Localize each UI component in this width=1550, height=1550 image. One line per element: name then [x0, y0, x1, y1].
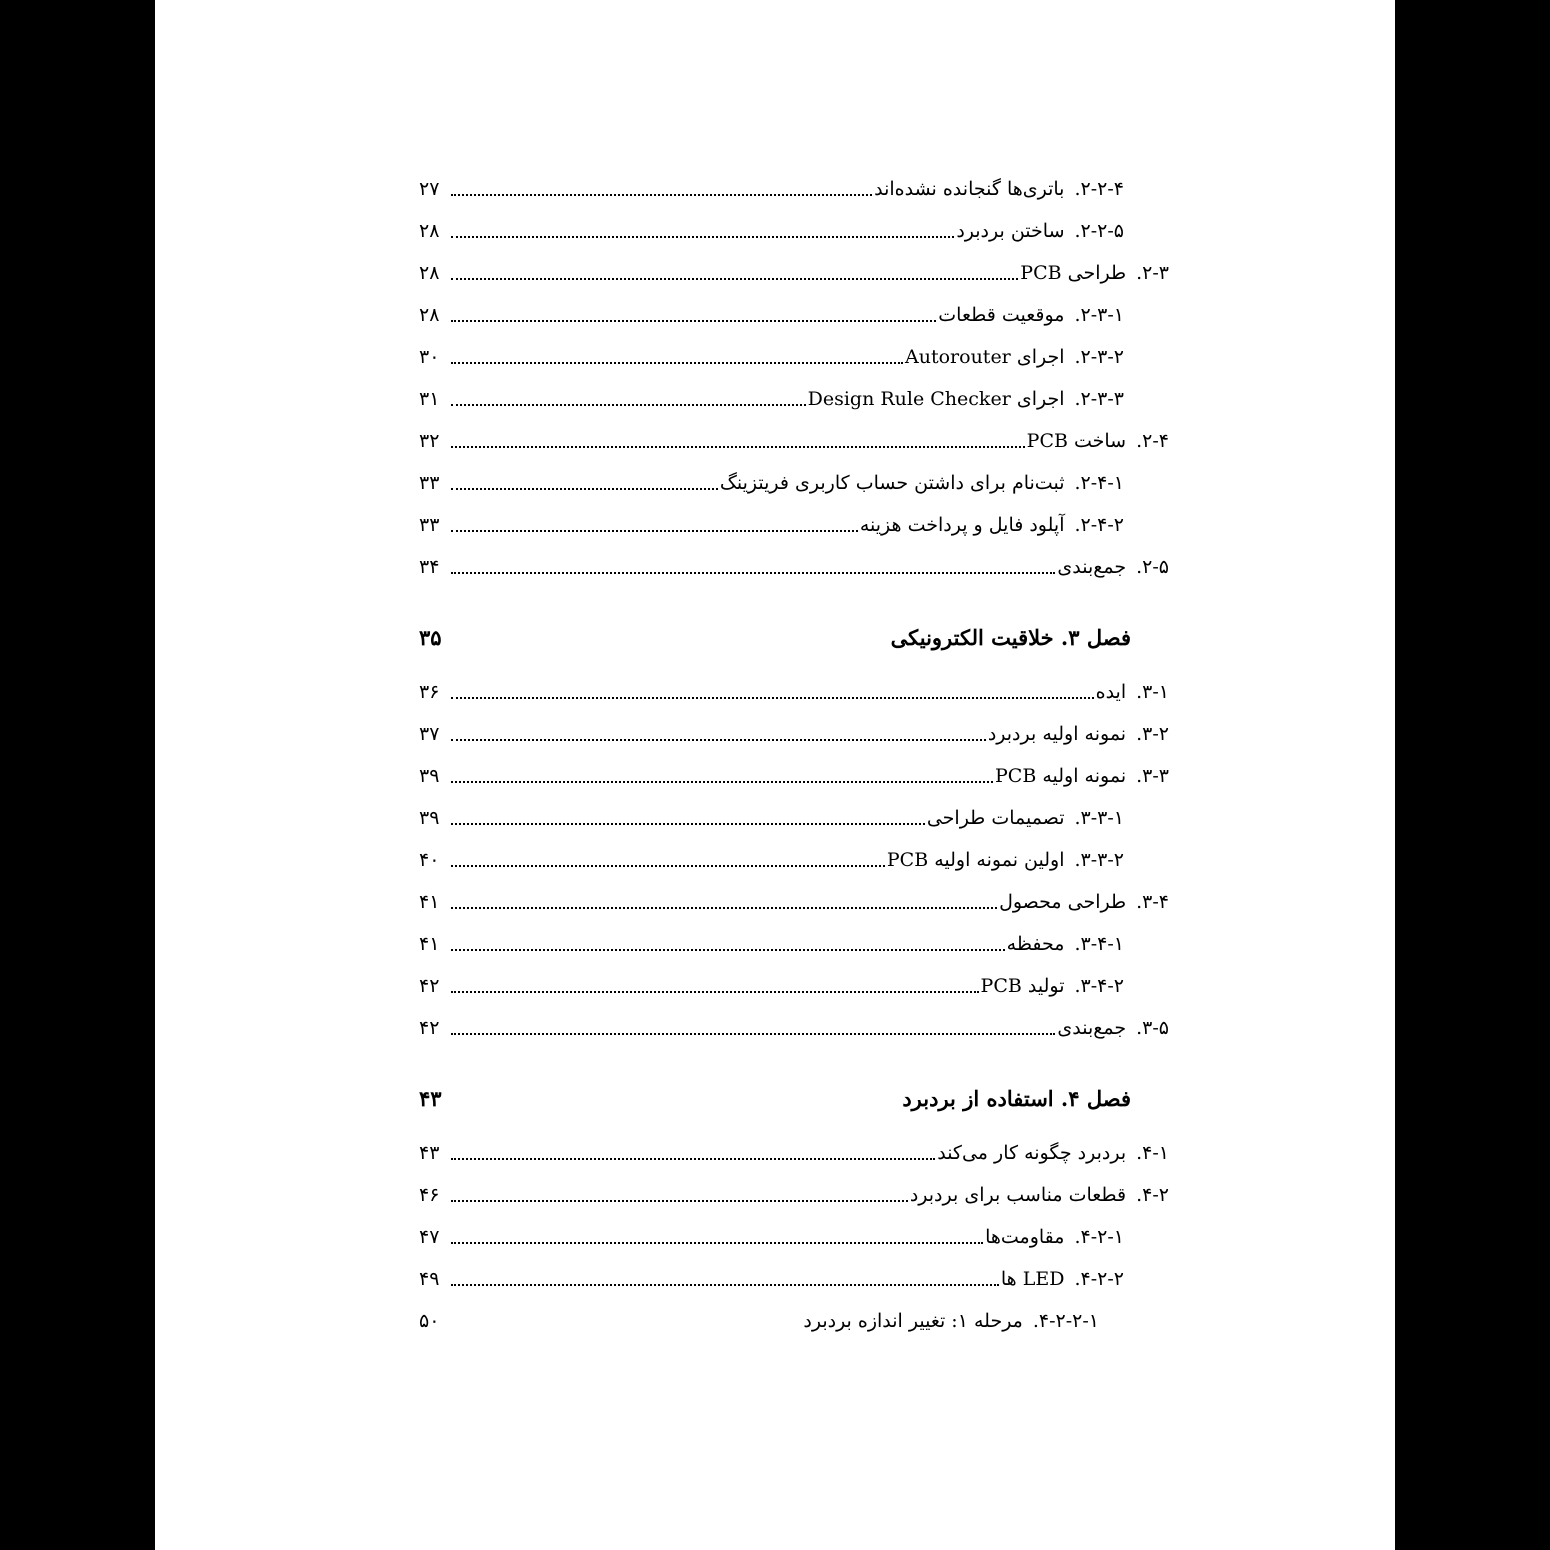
leader-dots	[451, 572, 1055, 574]
toc-entry[interactable]	[419, 1177, 1169, 1213]
section-number: ۲-۲-۵.	[1074, 220, 1124, 242]
toc-entry[interactable]	[419, 423, 1169, 459]
page-number: ۲۷	[419, 178, 440, 200]
section-number: ۳-۳-۲.	[1074, 849, 1124, 871]
page-number: ۴۷	[419, 1226, 440, 1248]
entry-title: جمع‌بندی	[1057, 1017, 1127, 1039]
leader-dots	[451, 1033, 1055, 1035]
page-number: ۴۱	[419, 933, 440, 955]
leader-dots	[451, 1158, 935, 1160]
section-number: ۳-۴-۲.	[1074, 975, 1124, 997]
chapter-heading[interactable]	[419, 617, 1131, 657]
section-number: ۴-۲-۱.	[1074, 1226, 1124, 1248]
page-number: ۳۲	[419, 430, 440, 452]
page-number: ۴۰	[419, 849, 440, 871]
chapter-heading[interactable]	[419, 1078, 1131, 1118]
toc-entry[interactable]	[419, 1135, 1169, 1171]
toc-entry[interactable]	[419, 968, 1124, 1004]
toc-entry[interactable]	[419, 171, 1124, 207]
page-number: ۴۹	[419, 1268, 440, 1290]
page-number: ۴۲	[419, 975, 440, 997]
page-number: ۲۸	[419, 220, 440, 242]
leader-dots	[451, 194, 872, 196]
toc-entry[interactable]	[419, 716, 1169, 752]
section-number: ۴-۲.	[1136, 1184, 1169, 1206]
entry-title: ساخت PCB	[1026, 430, 1127, 452]
page-number: ۳۹	[419, 765, 440, 787]
toc-entry[interactable]	[419, 297, 1124, 333]
entry-title: اولین نمونه اولیه PCB	[886, 849, 1065, 871]
section-number: ۴-۲-۲-۱.	[1032, 1310, 1099, 1332]
toc-entry[interactable]	[419, 465, 1124, 501]
toc-entry[interactable]	[419, 758, 1169, 794]
section-number: ۳-۳-۱.	[1074, 807, 1124, 829]
toc-entry[interactable]	[419, 1010, 1169, 1046]
entry-title: نمونه اولیه بردبرد	[987, 723, 1127, 745]
leader-dots	[451, 865, 885, 867]
entry-title: مقاومت‌ها	[985, 1226, 1065, 1248]
entry-title: تصمیمات طراحی	[926, 807, 1065, 829]
page-number: ۳۰	[419, 346, 440, 368]
leader-dots	[451, 781, 993, 783]
document-page	[155, 0, 1395, 1550]
section-number: ۳-۴.	[1136, 891, 1169, 913]
section-number: ۲-۳-۲.	[1074, 346, 1124, 368]
toc-entry[interactable]	[419, 1261, 1124, 1297]
toc-entry[interactable]	[419, 339, 1124, 375]
section-number: ۲-۴-۱.	[1074, 472, 1124, 494]
leader-dots	[451, 991, 979, 993]
leader-dots	[451, 488, 718, 490]
page-number: ۳۹	[419, 807, 440, 829]
section-number: ۴-۲-۲.	[1074, 1268, 1124, 1290]
leader-dots	[451, 1242, 983, 1244]
entry-title: اجرای Design Rule Checker	[807, 388, 1065, 410]
page-number: ۴۱	[419, 891, 440, 913]
page-number: ۴۶	[419, 1184, 440, 1206]
page-number: ۳۴	[419, 556, 440, 578]
chapter-title: فصل ۳. خلاقیت الکترونیکی	[890, 624, 1131, 650]
leader-dots	[451, 320, 936, 322]
section-number: ۲-۳-۱.	[1074, 304, 1124, 326]
leader-dots	[451, 404, 806, 406]
entry-title: باتری‌ها گنجانده نشده‌اند	[874, 178, 1065, 200]
leader-dots	[451, 739, 986, 741]
entry-title: بردبرد چگونه کار می‌کند	[937, 1142, 1127, 1164]
toc-entry[interactable]	[419, 549, 1169, 585]
leader-dots	[451, 530, 858, 532]
toc-entry[interactable]	[419, 842, 1124, 878]
section-number: ۲-۳.	[1136, 262, 1169, 284]
toc-entry[interactable]	[419, 507, 1124, 543]
entry-title: موقعیت قطعات	[938, 304, 1065, 326]
toc-entry[interactable]	[419, 381, 1124, 417]
chapter-title: فصل ۴. استفاده از بردبرد	[902, 1085, 1131, 1111]
entry-title: قطعات مناسب برای بردبرد	[909, 1184, 1127, 1206]
leader-dots	[451, 697, 1094, 699]
toc-entry[interactable]	[419, 800, 1124, 836]
chapter-page-number: ۴۳	[419, 1085, 442, 1111]
toc-entry[interactable]	[419, 213, 1124, 249]
entry-title: مرحله ۱: تغییر اندازه بردبرد	[803, 1310, 1023, 1332]
page-number: ۳۶	[419, 681, 440, 703]
page-number: ۴۳	[419, 1142, 440, 1164]
section-number: ۲-۴-۲.	[1074, 514, 1124, 536]
section-number: ۲-۲-۴.	[1074, 178, 1124, 200]
section-number: ۳-۳.	[1136, 765, 1169, 787]
leader-dots	[451, 278, 1018, 280]
page-number: ۳۷	[419, 723, 440, 745]
section-number: ۳-۲.	[1136, 723, 1169, 745]
entry-title: LED ها	[1000, 1268, 1065, 1290]
entry-title: نمونه اولیه PCB	[995, 765, 1127, 787]
entry-title: ثبت‌نام برای داشتن حساب کاربری فریتزینگ	[719, 472, 1065, 494]
leader-dots	[451, 236, 954, 238]
toc-entry[interactable]	[419, 1303, 1099, 1339]
leader-dots	[451, 446, 1025, 448]
section-number: ۲-۳-۳.	[1074, 388, 1124, 410]
entry-title: ایده	[1095, 681, 1127, 703]
page-number: ۵۰	[419, 1310, 440, 1332]
leader-dots	[451, 949, 1005, 951]
section-number: ۴-۱.	[1136, 1142, 1169, 1164]
entry-title: ساختن بردبرد	[956, 220, 1065, 242]
entry-title: طراحی محصول	[999, 891, 1127, 913]
section-number: ۳-۴-۱.	[1074, 933, 1124, 955]
entry-title: آپلود فایل و پرداخت هزینه	[859, 514, 1065, 536]
toc-entry[interactable]	[419, 674, 1169, 710]
section-number: ۳-۵.	[1136, 1017, 1169, 1039]
toc-entry[interactable]	[419, 884, 1169, 920]
chapter-page-number: ۳۵	[419, 624, 442, 650]
toc-entry[interactable]	[419, 1219, 1124, 1255]
leader-dots	[451, 1284, 999, 1286]
leader-dots	[451, 823, 925, 825]
entry-title: محفظه	[1006, 933, 1065, 955]
entry-title: طراحی PCB	[1020, 262, 1127, 284]
toc-entry[interactable]	[419, 255, 1169, 291]
entry-title: اجرای Autorouter	[905, 346, 1065, 368]
table-of-contents	[155, 0, 1395, 1550]
section-number: ۲-۵.	[1136, 556, 1169, 578]
leader-dots	[451, 1200, 908, 1202]
entry-title: تولید PCB	[980, 975, 1065, 997]
leader-dots	[451, 907, 997, 909]
page-number: ۲۸	[419, 304, 440, 326]
section-number: ۲-۴.	[1136, 430, 1169, 452]
page-number: ۳۱	[419, 388, 440, 410]
page-number: ۲۸	[419, 262, 440, 284]
section-number: ۳-۱.	[1136, 681, 1169, 703]
entry-title: جمع‌بندی	[1057, 556, 1127, 578]
page-number: ۳۳	[419, 514, 440, 536]
toc-entry[interactable]	[419, 926, 1124, 962]
leader-dots	[451, 362, 903, 364]
page-number: ۴۲	[419, 1017, 440, 1039]
page-number: ۳۳	[419, 472, 440, 494]
